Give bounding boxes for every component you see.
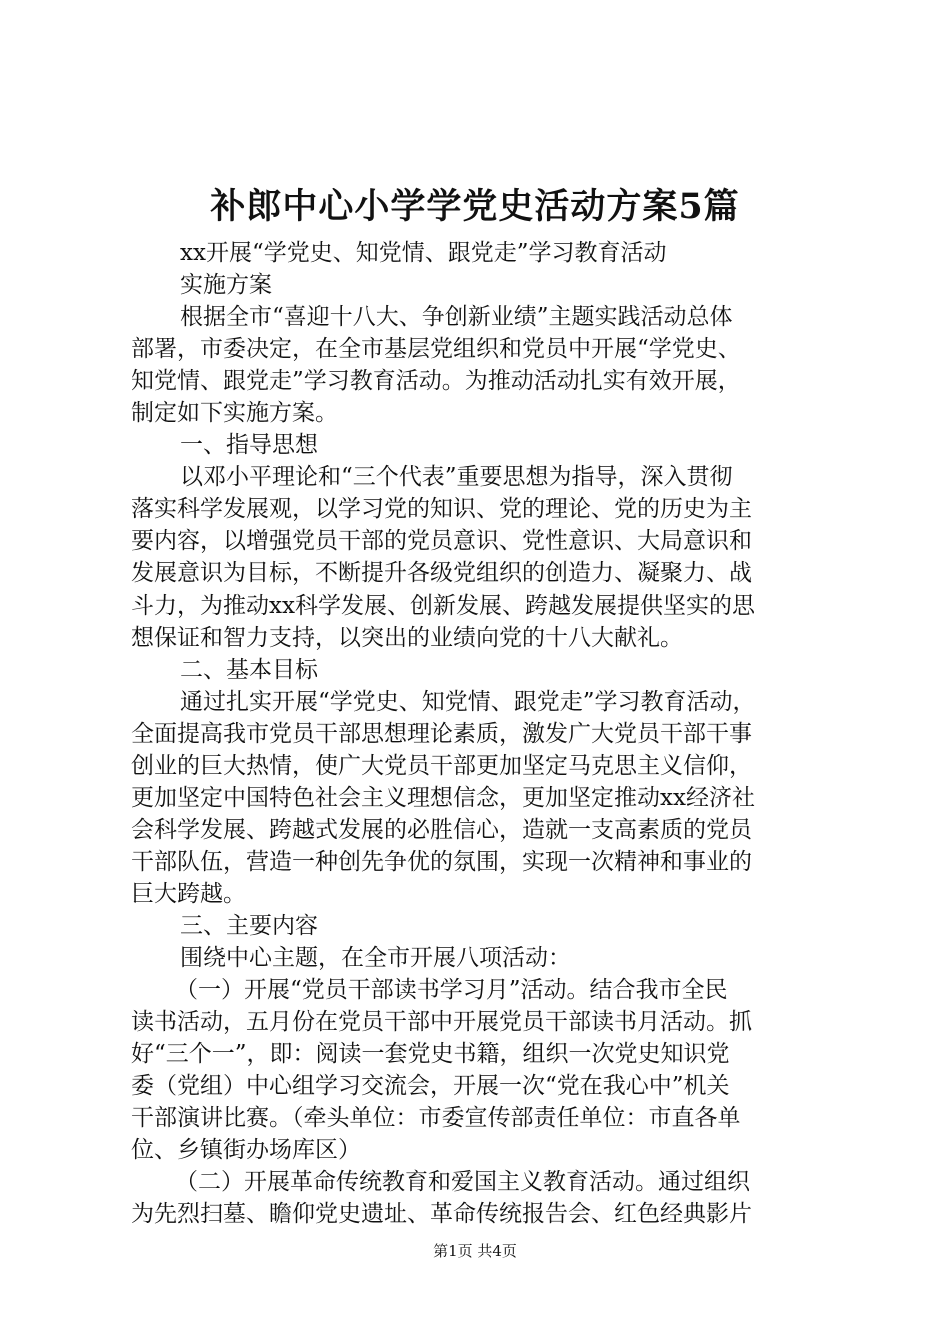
subtitle-line-2: 实施方案 (180, 272, 272, 299)
paragraph-line: 要内容，以增强党员干部的党员意识、党性意识、大局意识和 (131, 528, 752, 555)
paragraph-line: 创业的巨大热情，使广大党员干部更加坚定马克思主义信仰， (131, 752, 752, 779)
page-number-footer: 第1页 共4页 (433, 1242, 517, 1260)
paragraph-line: 想保证和智力支持，以突出的业绩向党的十八大献礼。 (131, 624, 683, 651)
document-title: 补郎中心小学学党史活动方案5篇 (210, 186, 740, 227)
paragraph-line: 会科学发展、跨越式发展的必胜信心，造就一支高素质的党员 (131, 816, 752, 843)
paragraph-line: 干部队伍，营造一种创先争优的氛围，实现一次精神和事业的 (131, 848, 752, 875)
paragraph-line: 知党情、跟党走”学习教育活动。为推动活动扎实有效开展， (131, 368, 741, 395)
paragraph-line: 通过扎实开展“学党史、知党情、跟党走”学习教育活动， (180, 688, 756, 715)
paragraph-line: 制定如下实施方案。 (131, 400, 338, 427)
paragraph-line: 全面提高我市党员干部思想理论素质，激发广大党员干部干事 (131, 720, 752, 747)
paragraph-line: 读书活动，五月份在党员干部中开展党员干部读书月活动。抓 (131, 1009, 752, 1036)
paragraph-line: 部署，市委决定，在全市基层党组织和党员中开展“学党史、 (131, 336, 741, 363)
paragraph-line: 位、乡镇街办场库区） (131, 1137, 361, 1164)
section-heading: 三、主要内容 (180, 912, 318, 939)
section-heading: 一、指导思想 (180, 432, 318, 459)
paragraph-line: 干部演讲比赛。（牵头单位：市委宣传部责任单位：市直各单 (131, 1105, 741, 1132)
paragraph-line: 好“三个一”，即：阅读一套党史书籍，组织一次党史知识党 (131, 1041, 730, 1068)
paragraph-line: 根据全市“喜迎十八大、争创新业绩”主题实践活动总体 (180, 304, 733, 331)
paragraph-line: 斗力，为推动xx科学发展、创新发展、跨越发展提供坚实的思 (131, 592, 755, 619)
paragraph-line: 为先烈扫墓、瞻仰党史遗址、革命传统报告会、红色经典影片 (131, 1201, 752, 1228)
paragraph-line: 委（党组）中心组学习交流会，开展一次“党在我心中”机关 (131, 1073, 730, 1100)
paragraph-line: 围绕中心主题，在全市开展八项活动： (180, 945, 571, 972)
document-body (131, 237, 831, 1230)
paragraph-line: 以邓小平理论和“三个代表”重要思想为指导，深入贯彻 (180, 464, 733, 491)
paragraph-line: 更加坚定中国特色社会主义理想信念，更加坚定推动xx经济社 (131, 784, 755, 811)
paragraph-line: （二）开展革命传统教育和爱国主义教育活动。通过组织 (175, 1169, 750, 1196)
paragraph-line: 发展意识为目标，不断提升各级党组织的创造力、凝聚力、战 (131, 560, 752, 587)
subtitle-line-1: xx开展“学党史、知党情、跟党走”学习教育活动 (180, 240, 667, 266)
paragraph-line: 落实科学发展观，以学习党的知识、党的理论、党的历史为主 (131, 496, 752, 523)
section-heading: 二、基本目标 (180, 656, 318, 683)
paragraph-line: （一）开展“党员干部读书学习月”活动。结合我市全民 (175, 977, 728, 1004)
paragraph-line: 巨大跨越。 (131, 880, 246, 907)
